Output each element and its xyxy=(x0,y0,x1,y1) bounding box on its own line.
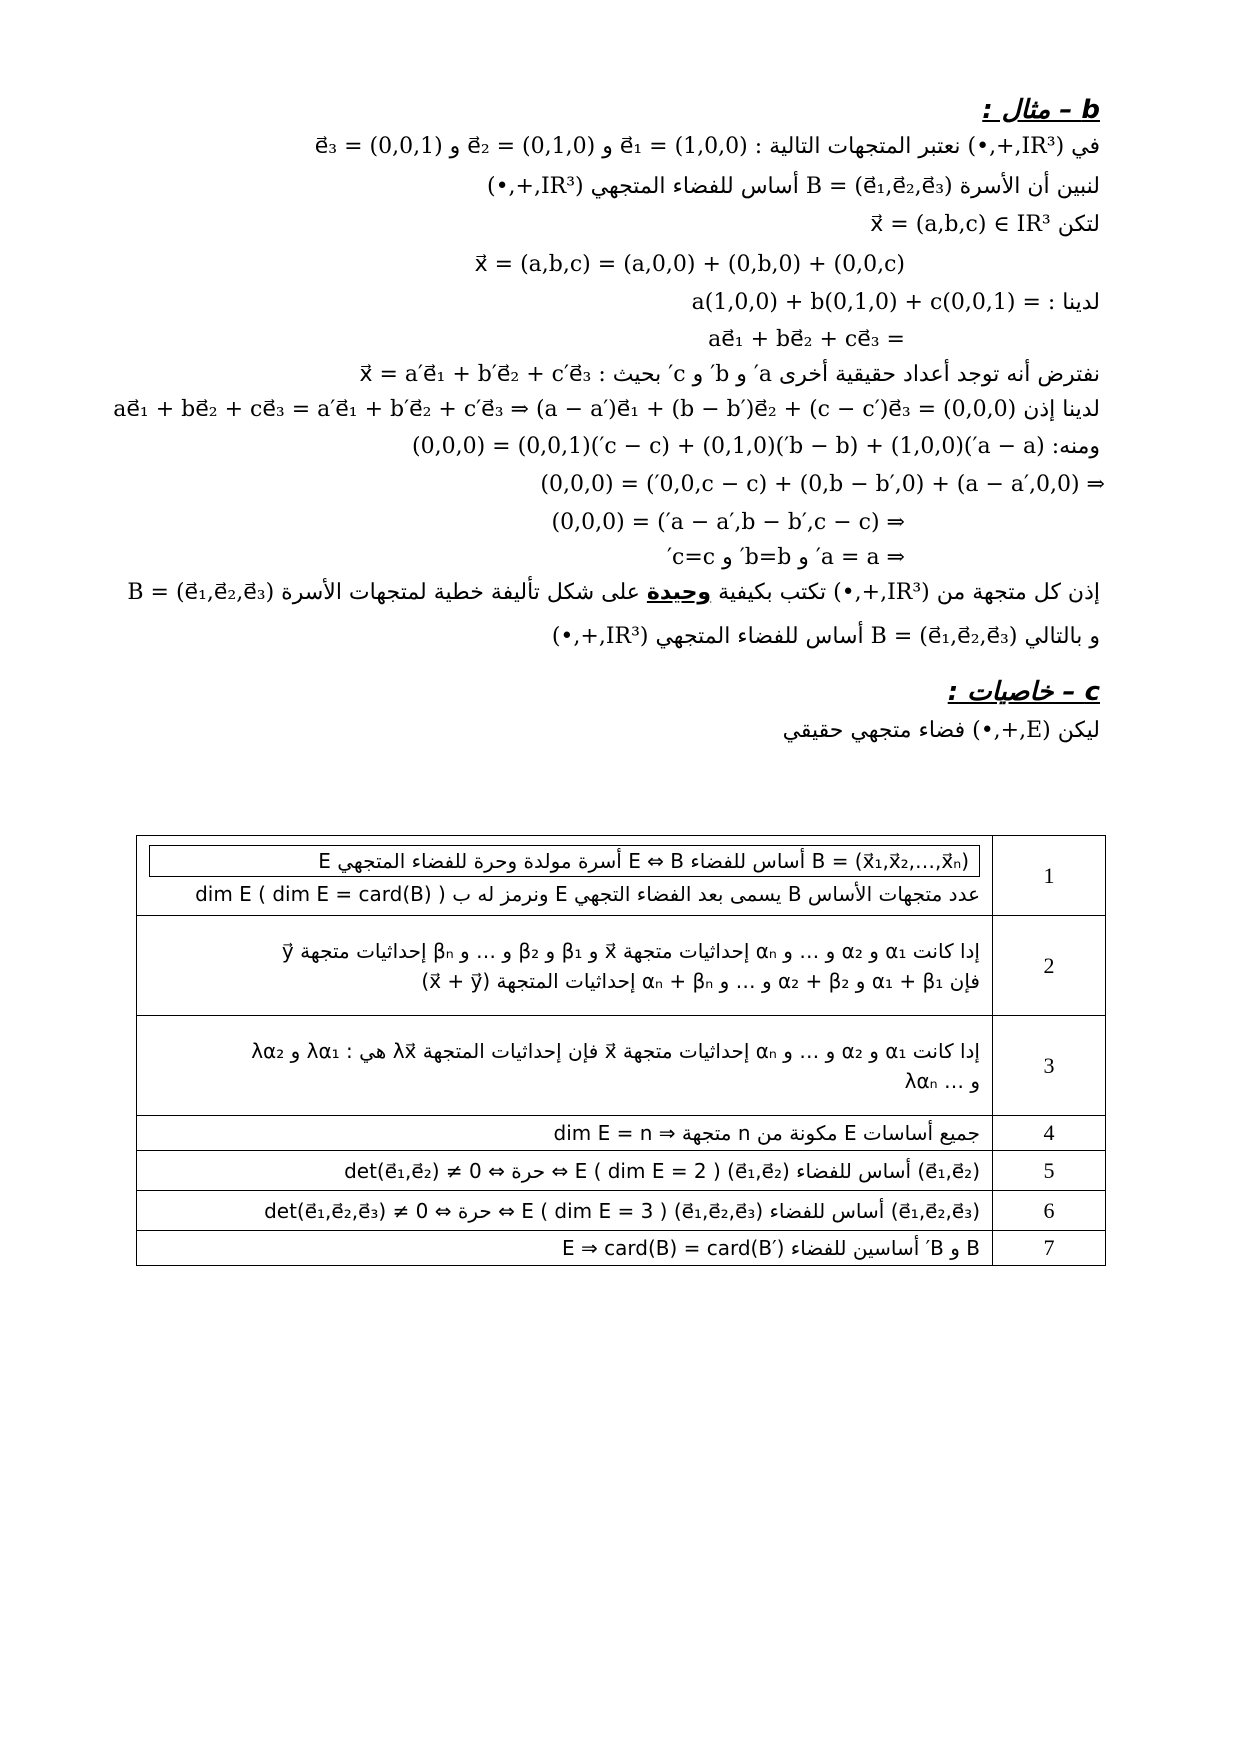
example-line-1: في (IR³,+,•) نعتبر المتجهات التالية : e⃗₁ = (1,0,0) و e⃗₂ = (0,1,0) و e⃗₃ = (0,0,1) xyxy=(314,134,1100,159)
row-2-line-2: فإن α₁ + β₁ و α₂ + β₂ و … و αₙ + βₙ إحداثيات المتجهة (x⃗ + y⃗) xyxy=(421,968,980,993)
properties-intro: ليكن (E,+,•) فضاء متجهي حقيقي xyxy=(782,718,1100,743)
row-number: 3 xyxy=(993,1016,1106,1116)
row-number: 5 xyxy=(993,1151,1106,1191)
example-line-2: لنبين أن الأسرة B = (e⃗₁,e⃗₂,e⃗₃) أساس للفضاء المتجهي (IR³,+,•) xyxy=(486,174,1100,199)
example-heading: b – مثال : xyxy=(982,95,1100,125)
example-line-3: لتكن x⃗ = (a,b,c) ∈ IR³ xyxy=(870,212,1100,237)
row-3-line-2: و … λαₙ xyxy=(904,1068,980,1093)
properties-table xyxy=(136,835,1106,1266)
example-line-13 xyxy=(127,578,1100,608)
example-line-9: ومنه: (a − a′)(1,0,0) + (b − b′)(0,1,0) + (c − c′)(0,0,1) = (0,0,0) xyxy=(412,434,1100,459)
example-line-14: و بالتالي B = (e⃗₁,e⃗₂,e⃗₃) أساس للفضاء المتجهي (IR³,+,•) xyxy=(551,624,1100,649)
example-line-13-end: على شكل تأليفة خطية لمتجهات الأسرة B = (e⃗₁,e⃗₂,e⃗₃) xyxy=(127,580,647,605)
row-number: 1 xyxy=(993,836,1106,916)
example-line-7: نفترض أنه توجد أعداد حقيقية أخرى a′ و b′ و c′ بحيث : x⃗ = a′e⃗₁ + b′e⃗₂ + c′e⃗₃ xyxy=(359,362,1100,387)
table-cell-text xyxy=(137,916,993,1016)
table-row xyxy=(137,1191,1106,1231)
table-cell-text xyxy=(137,1016,993,1116)
example-line-12: ⇒ a = a′ و b=b′ و c=c′ xyxy=(667,545,905,570)
emphasis-word: وحيدة xyxy=(646,580,712,605)
table-row xyxy=(137,836,1106,916)
table-row xyxy=(137,1231,1106,1266)
table-row xyxy=(137,1116,1106,1151)
example-line-13-start: إذن كل متجهة من (IR³,+,•) تكتب بكيفية xyxy=(711,580,1100,605)
row-4-text: جميع أساسات E مكونة من n متجهة ⇒ dim E = n xyxy=(137,1116,993,1151)
properties-heading: c – خاصيات : xyxy=(947,677,1100,707)
row-number: 4 xyxy=(993,1116,1106,1151)
table-row xyxy=(137,1016,1106,1116)
table-row xyxy=(137,1151,1106,1191)
row-number: 6 xyxy=(993,1191,1106,1231)
row-1-line-1: B = (x⃗₁,x⃗₂,…,x⃗ₙ) أساس للفضاء E ⇔ B أسرة مولدة وحرة للفضاء المتجهي E xyxy=(149,845,980,877)
example-line-5: لدينا : = a(1,0,0) + b(0,1,0) + c(0,0,1) xyxy=(691,290,1100,315)
table-row xyxy=(137,916,1106,1016)
row-6-text: (e⃗₁,e⃗₂,e⃗₃) أساس للفضاء E ( dim E = 3 ) (e⃗₁,e⃗₂,e⃗₃) ⇔ حرة ⇔ det(e⃗₁,e⃗₂,e⃗₃) ≠ 0 xyxy=(137,1191,993,1231)
row-number: 2 xyxy=(993,916,1106,1016)
row-5-text: (e⃗₁,e⃗₂) أساس للفضاء E ( dim E = 2 ) (e⃗₁,e⃗₂) ⇔ حرة ⇔ det(e⃗₁,e⃗₂) ≠ 0 xyxy=(137,1151,993,1191)
row-1-line-2: عدد متجهات الأساس B يسمى بعد الفضاء التجهي E ونرمز له ب dim E ( dim E = card(B) ) xyxy=(195,881,980,906)
row-number: 7 xyxy=(993,1231,1106,1266)
table-cell-text xyxy=(137,836,993,916)
example-line-8: لدينا إذن ae⃗₁ + be⃗₂ + ce⃗₃ = a′e⃗₁ + b′e⃗₂ + c′e⃗₃ ⇒ (a − a′)e⃗₁ + (b − b′)e⃗₂ + (c − c′)e⃗₃ = (0,0,0) xyxy=(113,397,1100,422)
example-line-11: ⇒ (a − a′,b − b′,c − c′) = (0,0,0) xyxy=(551,510,905,535)
example-line-10: ⇒ (a − a′,0,0) + (0,b − b′,0) + (0,0,c − c′) = (0,0,0) xyxy=(540,472,1105,497)
row-2-line-1: إدا كانت α₁ و α₂ و … و αₙ إحداثيات متجهة x⃗ و β₁ و β₂ و … و βₙ إحداثيات متجهة y⃗ xyxy=(281,938,980,963)
example-line-4: x⃗ = (a,b,c) = (a,0,0) + (0,b,0) + (0,0,c) xyxy=(474,252,905,277)
example-line-6: = ae⃗₁ + be⃗₂ + ce⃗₃ xyxy=(708,327,905,352)
row-3-line-1: إدا كانت α₁ و α₂ و … و αₙ إحداثيات متجهة x⃗ فإن إحداثيات المتجهة λx⃗ هي : λα₁ و λα₂ xyxy=(251,1038,980,1063)
row-7-text: B و B′ أساسين للفضاء E ⇒ card(B) = card(B′) xyxy=(137,1231,993,1266)
